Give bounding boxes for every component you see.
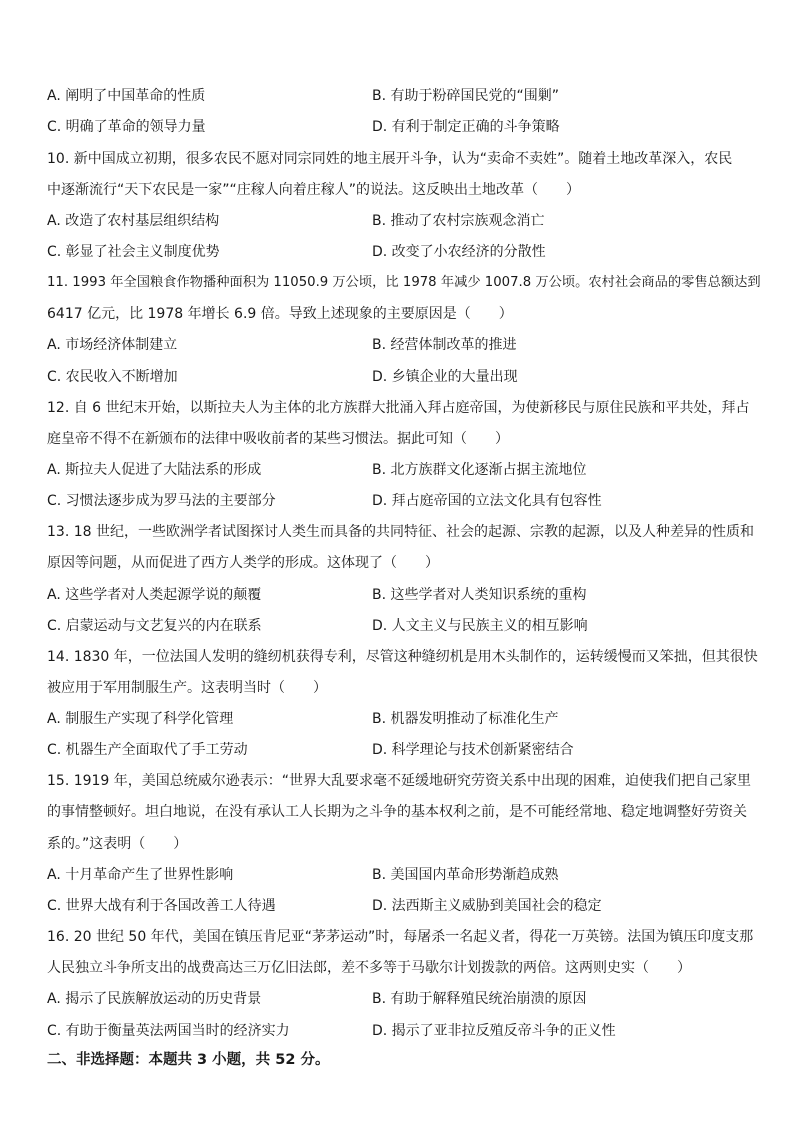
q14-option-a: A. 制服生产实现了科学化管理 [47, 711, 234, 727]
q15-option-a: A. 十月革命产生了世界性影响 [47, 867, 234, 883]
q14-option-b: B. 机器发明推动了标准化生产 [372, 711, 559, 727]
q12-option-b: B. 北方族群文化逐渐占据主流地位 [372, 462, 587, 478]
q13-option-d: D. 人文主义与民族主义的相互影响 [372, 618, 588, 634]
q16-option-a: A. 揭示了民族解放运动的历史背景 [47, 991, 262, 1007]
q16-stem-line-1: 16. 20 世纪 50 年代，美国在镇压肯尼亚“茅茅运动”时，每屠杀一名起义者，得花一万英镑。法国为镇压印度支那 [47, 929, 754, 945]
q12-option-a: A. 斯拉夫人促进了大陆法系的形成 [47, 462, 262, 478]
q10-option-d: D. 改变了小农经济的分散性 [372, 244, 546, 260]
q10-option-c: C. 彰显了社会主义制度优势 [47, 244, 220, 260]
q10-stem-line-1: 10. 新中国成立初期，很多农民不愿对同宗同姓的地主展开斗争，认为“卖命不卖姓”。随着土地改革深入，农民 [47, 151, 733, 167]
q16-option-b: B. 有助于解释殖民统治崩溃的原因 [372, 991, 587, 1007]
q16-stem-line-2: 人民独立斗争所支出的战费高达三万亿旧法郎，差不多等于马歇尔计划拨款的两倍。这两则史实（ ） [47, 960, 691, 976]
q9-option-d: D. 有利于制定正确的斗争策略 [372, 119, 560, 135]
q13-stem-line-2: 原因等问题，从而促进了西方人类学的形成。这体现了（ ） [47, 555, 439, 571]
q10-option-b: B. 推动了农村宗族观念消亡 [372, 213, 545, 229]
q14-stem-line-1: 14. 1830 年，一位法国人发明的缝纫机获得专利，尽管这种缝纫机是用木头制作的，运转缓慢而又笨拙，但其很快 [47, 649, 758, 665]
q15-stem-line-2: 的事情整顿好。坦白地说，在没有承认工人长期为之斗争的基本权利之前，是不可能经常地、稳定地调整好劳资关 [47, 804, 747, 820]
q12-stem-line-1: 12. 自 6 世纪末开始，以斯拉夫人为主体的北方族群大批涌入拜占庭帝国，为使新移民与原住民族和平共处，拜占 [47, 400, 750, 416]
q9-option-a: A. 阐明了中国革命的性质 [47, 88, 206, 104]
q11-option-b: B. 经营体制改革的推进 [372, 337, 517, 353]
q11-option-a: A. 市场经济体制建立 [47, 337, 178, 353]
q16-option-d: D. 揭示了亚非拉反殖反帝斗争的正义性 [372, 1023, 616, 1039]
q15-stem-line-3: 系的。”这表明（ ） [47, 836, 188, 852]
q9-option-b: B. 有助于粉碎国民党的“围剿” [372, 88, 560, 104]
q14-option-d: D. 科学理论与技术创新紧密结合 [372, 742, 574, 758]
q14-option-c: C. 机器生产全面取代了手工劳动 [47, 742, 248, 758]
q15-option-c: C. 世界大战有利于各国改善工人待遇 [47, 898, 276, 914]
q10-option-a: A. 改造了农村基层组织结构 [47, 213, 220, 229]
q10-stem-line-2: 中逐渐流行“天下农民是一家”“庄稼人向着庄稼人”的说法。这反映出土地改革（ ） [47, 182, 581, 198]
q16-option-c: C. 有助于衡量英法两国当时的经济实力 [47, 1023, 290, 1039]
q15-stem-line-1: 15. 1919 年，美国总统威尔逊表示：“世界大乱要求毫不延缓地研究劳资关系中出现的困难，迫使我们把自己家里 [47, 773, 752, 789]
section-2-heading: 二、非选择题：本题共 3 小题，共 52 分。 [47, 1052, 330, 1068]
q12-option-d: D. 拜占庭帝国的立法文化具有包容性 [372, 493, 602, 509]
q11-option-d: D. 乡镇企业的大量出现 [372, 369, 518, 385]
q12-stem-line-2: 庭皇帝不得不在新颁布的法律中吸收前者的某些习惯法。据此可知（ ） [47, 431, 509, 447]
q11-stem-line-1: 11. 1993 年全国粮食作物播种面积为 11050.9 万公顷，比 1978 年减少 1007.8 万公顷。农村社会商品的零售总额达到 [47, 275, 761, 290]
q12-option-c: C. 习惯法逐步成为罗马法的主要部分 [47, 493, 276, 509]
q13-option-c: C. 启蒙运动与文艺复兴的内在联系 [47, 618, 262, 634]
q11-option-c: C. 农民收入不断增加 [47, 369, 178, 385]
q13-option-b: B. 这些学者对人类知识系统的重构 [372, 587, 587, 603]
q15-option-b: B. 美国国内革命形势渐趋成熟 [372, 867, 559, 883]
q13-option-a: A. 这些学者对人类起源学说的颠覆 [47, 587, 262, 603]
q11-stem-line-2: 6417 亿元，比 1978 年增长 6.9 倍。导致上述现象的主要原因是（ ） [47, 306, 513, 322]
q13-stem-line-1: 13. 18 世纪，一些欧洲学者试图探讨人类生而具备的共同特征、社会的起源、宗教的起源，以及人种差异的性质和 [47, 524, 754, 540]
q9-option-c: C. 明确了革命的领导力量 [47, 119, 206, 135]
q14-stem-line-2: 被应用于军用制服生产。这表明当时（ ） [47, 680, 327, 696]
q15-option-d: D. 法西斯主义威胁到美国社会的稳定 [372, 898, 602, 914]
